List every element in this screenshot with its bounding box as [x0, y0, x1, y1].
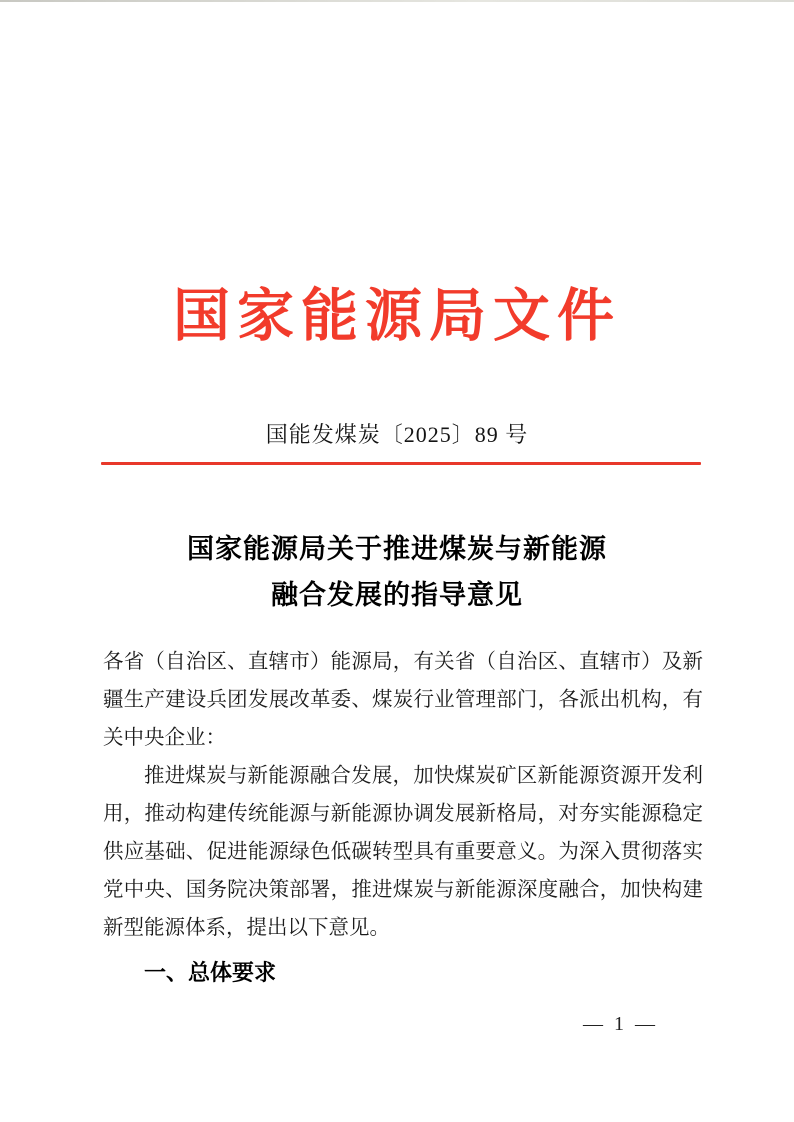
document-reference-number: 国能发煤炭〔2025〕89 号 — [265, 422, 529, 447]
document-title — [0, 526, 794, 618]
agency-header-title: 国家能源局文件 — [173, 285, 621, 348]
document-body — [103, 643, 703, 993]
page-number: — 1 — — [583, 1013, 658, 1035]
document-title-line1: 国家能源局关于推进煤炭与新能源 — [187, 534, 607, 564]
red-divider-line — [101, 462, 701, 465]
scan-edge-top — [0, 0, 794, 2]
addressee-paragraph: 各省（自治区、直辖市）能源局，有关省（自治区、直辖市）及新疆生产建设兵团发展改革委、煤炭行业管理部门，各派出机构，有关中央企业： — [103, 651, 703, 749]
section-heading: 一、总体要求 — [144, 961, 277, 986]
document-title-line2: 融合发展的指导意见 — [271, 580, 523, 610]
introduction-paragraph: 推进煤炭与新能源融合发展，加快煤炭矿区新能源资源开发利用，推动构建传统能源与新能源协调发展新格局，对夯实能源稳定供应基础、促进能源绿色低碳转型具有重要意义。为深入贯彻落实党中央、国务院决策部署，推进煤炭与新能源深度融合，加快构建新型能源体系，提出以下意见。 — [103, 765, 703, 939]
